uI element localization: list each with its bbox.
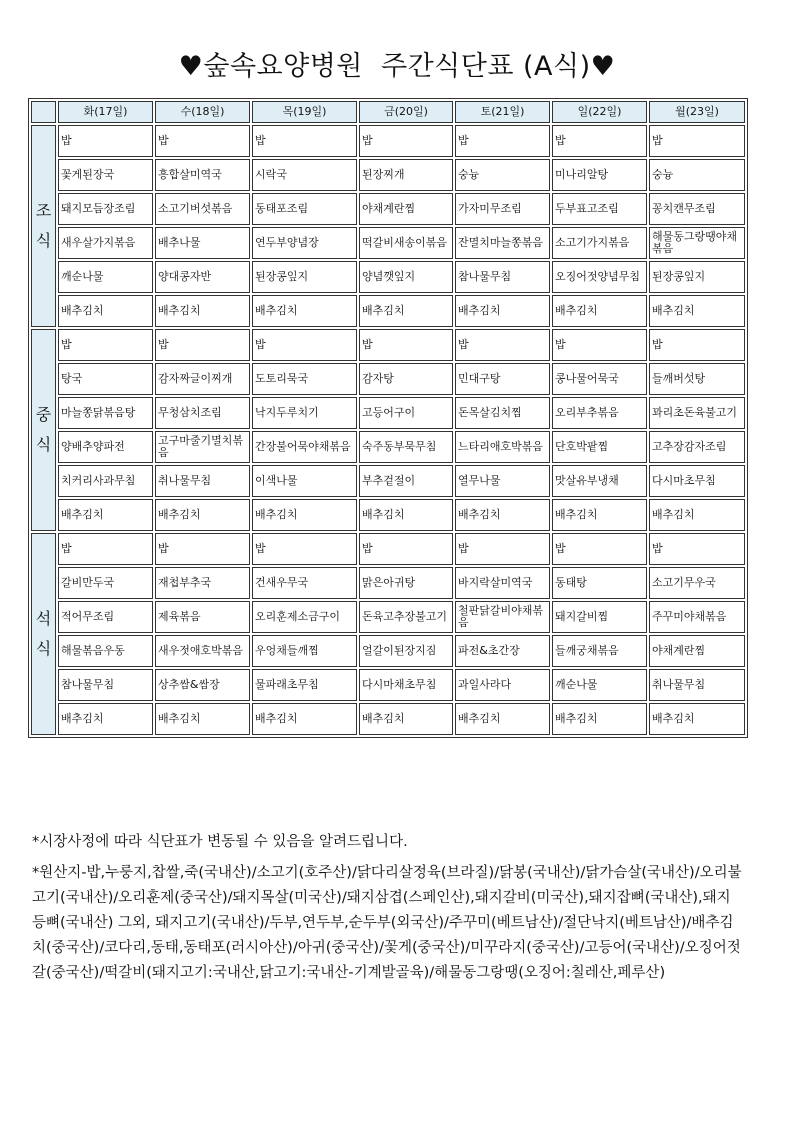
menu-cell: 주꾸미야채볶음 bbox=[649, 601, 745, 633]
menu-cell: 건새우무국 bbox=[252, 567, 357, 599]
meal-label-char: 식 bbox=[35, 231, 52, 250]
menu-cell: 양배추양파전 bbox=[58, 431, 153, 463]
menu-row bbox=[31, 125, 745, 157]
notes-market-notice: *시장사정에 따라 식단표가 변동될 수 있음을 알려드립니다. bbox=[32, 834, 408, 850]
menu-cell: 다시마초무침 bbox=[649, 465, 745, 497]
corner-cell bbox=[31, 101, 56, 123]
menu-cell: 밥 bbox=[252, 329, 357, 361]
menu-cell: 돼지갈비찜 bbox=[552, 601, 647, 633]
page-title: ♥숲속요양병원 주간식단표 (A식)♥ bbox=[178, 51, 616, 82]
menu-cell: 감자탕 bbox=[359, 363, 453, 395]
menu-row bbox=[31, 295, 745, 327]
menu-cell: 소고기버섯볶음 bbox=[155, 193, 250, 225]
menu-cell: 돼지모듬장조림 bbox=[58, 193, 153, 225]
menu-cell: 오리훈제소금구이 bbox=[252, 601, 357, 633]
menu-cell: 취나물무침 bbox=[155, 465, 250, 497]
menu-cell: 해물볶음우동 bbox=[58, 635, 153, 667]
menu-cell: 연두부양념장 bbox=[252, 227, 357, 259]
meal-label-char: 중 bbox=[35, 405, 52, 424]
menu-row bbox=[31, 431, 745, 463]
menu-row bbox=[31, 635, 745, 667]
menu-row bbox=[31, 227, 745, 259]
menu-cell: 양대콩자반 bbox=[155, 261, 250, 293]
menu-row bbox=[31, 533, 745, 565]
day-header: 수(18일) bbox=[155, 101, 250, 123]
menu-cell: 밥 bbox=[552, 533, 647, 565]
menu-cell: 야채계란찜 bbox=[649, 635, 745, 667]
menu-cell: 된장콩잎지 bbox=[649, 261, 745, 293]
menu-row bbox=[31, 465, 745, 497]
menu-cell: 참나물무침 bbox=[58, 669, 153, 701]
menu-cell: 밥 bbox=[455, 533, 550, 565]
menu-cell: 숭늉 bbox=[649, 159, 745, 191]
meal-label-char: 석 bbox=[35, 609, 52, 628]
menu-cell: 밥 bbox=[552, 329, 647, 361]
menu-cell: 밥 bbox=[649, 533, 745, 565]
menu-row bbox=[31, 567, 745, 599]
menu-row bbox=[31, 159, 745, 191]
menu-cell: 밥 bbox=[58, 533, 153, 565]
menu-cell: 제육볶음 bbox=[155, 601, 250, 633]
menu-cell: 상추쌈&쌈장 bbox=[155, 669, 250, 701]
menu-body bbox=[31, 125, 745, 735]
menu-cell: 잔멸치마늘쫑볶음 bbox=[455, 227, 550, 259]
menu-cell: 된장찌개 bbox=[359, 159, 453, 191]
menu-cell: 민대구탕 bbox=[455, 363, 550, 395]
menu-row bbox=[31, 499, 745, 531]
day-header-row bbox=[31, 101, 745, 123]
menu-cell: 배추김치 bbox=[155, 295, 250, 327]
menu-row bbox=[31, 601, 745, 633]
menu-cell: 배추김치 bbox=[252, 499, 357, 531]
menu-row bbox=[31, 397, 745, 429]
menu-cell: 배추김치 bbox=[552, 499, 647, 531]
meal-label-char: 식 bbox=[35, 435, 52, 454]
menu-cell: 치커리사과무침 bbox=[58, 465, 153, 497]
menu-cell: 새우살가지볶음 bbox=[58, 227, 153, 259]
meal-label-dinner bbox=[31, 533, 56, 735]
menu-cell: 다시마채초무침 bbox=[359, 669, 453, 701]
menu-cell: 시락국 bbox=[252, 159, 357, 191]
menu-cell: 해물동그랑땡야채볶음 bbox=[649, 227, 745, 259]
menu-cell: 밥 bbox=[252, 125, 357, 157]
weekly-menu-table bbox=[28, 98, 748, 738]
day-header: 목(19일) bbox=[252, 101, 357, 123]
menu-cell: 소고기무우국 bbox=[649, 567, 745, 599]
menu-cell: 밥 bbox=[359, 329, 453, 361]
menu-row bbox=[31, 363, 745, 395]
menu-cell: 배추김치 bbox=[455, 499, 550, 531]
menu-cell: 고추장감자조림 bbox=[649, 431, 745, 463]
menu-cell: 들깨궁채볶음 bbox=[552, 635, 647, 667]
menu-cell: 재첩부추국 bbox=[155, 567, 250, 599]
menu-cell: 새우젓애호박볶음 bbox=[155, 635, 250, 667]
menu-cell: 미나리알탕 bbox=[552, 159, 647, 191]
menu-cell: 맛살유부냉채 bbox=[552, 465, 647, 497]
menu-cell: 낙지두루치기 bbox=[252, 397, 357, 429]
day-header: 월(23일) bbox=[649, 101, 745, 123]
menu-cell: 들깨버섯탕 bbox=[649, 363, 745, 395]
menu-cell: 밥 bbox=[58, 329, 153, 361]
day-header: 금(20일) bbox=[359, 101, 453, 123]
menu-cell: 숙주동부묵무침 bbox=[359, 431, 453, 463]
menu-cell: 밥 bbox=[155, 533, 250, 565]
menu-cell: 깨순나물 bbox=[552, 669, 647, 701]
notes bbox=[32, 830, 744, 992]
menu-cell: 무청삼치조림 bbox=[155, 397, 250, 429]
menu-row bbox=[31, 329, 745, 361]
menu-cell: 과일사라다 bbox=[455, 669, 550, 701]
menu-cell: 배추김치 bbox=[359, 295, 453, 327]
menu-cell: 꽈리초돈육불고기 bbox=[649, 397, 745, 429]
menu-cell: 고구마줄기멸치볶음 bbox=[155, 431, 250, 463]
menu-cell: 동태탕 bbox=[552, 567, 647, 599]
menu-row bbox=[31, 703, 745, 735]
day-header: 토(21일) bbox=[455, 101, 550, 123]
menu-cell: 배추김치 bbox=[155, 499, 250, 531]
menu-cell: 오징어젓양념무침 bbox=[552, 261, 647, 293]
menu-row bbox=[31, 669, 745, 701]
menu-cell: 배추나물 bbox=[155, 227, 250, 259]
menu-cell: 흥합살미역국 bbox=[155, 159, 250, 191]
menu-cell: 간장불어묵야채볶음 bbox=[252, 431, 357, 463]
menu-cell: 배추김치 bbox=[58, 703, 153, 735]
menu-cell: 된장콩잎지 bbox=[252, 261, 357, 293]
menu-cell: 단호박팥찜 bbox=[552, 431, 647, 463]
menu-cell: 밥 bbox=[552, 125, 647, 157]
menu-cell: 깨순나물 bbox=[58, 261, 153, 293]
menu-cell: 참나물무침 bbox=[455, 261, 550, 293]
menu-cell: 돈목살김치찜 bbox=[455, 397, 550, 429]
menu-cell: 배추김치 bbox=[455, 295, 550, 327]
menu-cell: 우엉채들깨찜 bbox=[252, 635, 357, 667]
menu-cell: 맑은아귀탕 bbox=[359, 567, 453, 599]
menu-row bbox=[31, 193, 745, 225]
meal-label-lunch bbox=[31, 329, 56, 531]
meal-label-breakfast bbox=[31, 125, 56, 327]
menu-cell: 배추김치 bbox=[155, 703, 250, 735]
menu-cell: 취나물무침 bbox=[649, 669, 745, 701]
menu-cell: 바지락살미역국 bbox=[455, 567, 550, 599]
menu-cell: 배추김치 bbox=[649, 295, 745, 327]
menu-cell: 파전&초간장 bbox=[455, 635, 550, 667]
menu-cell: 밥 bbox=[359, 125, 453, 157]
menu-cell: 감자짜글이찌개 bbox=[155, 363, 250, 395]
menu-cell: 물파래초무침 bbox=[252, 669, 357, 701]
notes-origin-info: *원산지-밥,누룽지,찹쌀,죽(국내산)/소고기(호주산)/닭다리살정육(브라질)/닭봉(국내산)/닭가슴살(국내산)/오리불고기(국내산)/오리훈제(중국산)/돼지목살(미국산)/돼지삼겹(스페인산),돼지갈비(미국산),돼지잡뼈(국내산),돼지등뼈(국내산) 그외, 돼지고기(국내산)/두부,연두부,순두부(외국산)/주꾸미(베트남산)/절단낙지(베트남산)/배추김치(중국산)/코다리,동태,동태포(러시아산)/아귀(중국산)/꽃게(중국산)/미꾸라지(중국산)/고등어(국내산)/오징어젓갈(중국산)/떡갈비(돼지고기:국내산,닭고기:국내산-기계발골육)/해물동그랑땡(오징어:칠레산,페루산) bbox=[32, 865, 742, 981]
menu-cell: 꽁치캔무조림 bbox=[649, 193, 745, 225]
menu-cell: 콩나물어묵국 bbox=[552, 363, 647, 395]
menu-cell: 배추김치 bbox=[359, 499, 453, 531]
menu-cell: 배추김치 bbox=[58, 499, 153, 531]
day-header: 일(22일) bbox=[552, 101, 647, 123]
menu-cell: 배추김치 bbox=[552, 703, 647, 735]
menu-cell: 갈비만두국 bbox=[58, 567, 153, 599]
menu-cell: 마늘쫑닭볶음탕 bbox=[58, 397, 153, 429]
menu-cell: 배추김치 bbox=[455, 703, 550, 735]
menu-cell: 배추김치 bbox=[252, 703, 357, 735]
menu-cell: 두부표고조림 bbox=[552, 193, 647, 225]
menu-cell: 소고기가지볶음 bbox=[552, 227, 647, 259]
menu-cell: 밥 bbox=[649, 329, 745, 361]
menu-cell: 이색나물 bbox=[252, 465, 357, 497]
menu-cell: 밥 bbox=[58, 125, 153, 157]
menu-cell: 탕국 bbox=[58, 363, 153, 395]
menu-cell: 밥 bbox=[155, 125, 250, 157]
menu-cell: 배추김치 bbox=[252, 295, 357, 327]
menu-cell: 숭늉 bbox=[455, 159, 550, 191]
menu-cell: 밥 bbox=[155, 329, 250, 361]
menu-cell: 배추김치 bbox=[552, 295, 647, 327]
menu-cell: 느타리애호박볶음 bbox=[455, 431, 550, 463]
menu-cell: 가자미무조림 bbox=[455, 193, 550, 225]
menu-cell: 돈육고추장불고기 bbox=[359, 601, 453, 633]
menu-cell: 얼갈이된장지짐 bbox=[359, 635, 453, 667]
menu-cell: 밥 bbox=[455, 329, 550, 361]
menu-cell: 밥 bbox=[359, 533, 453, 565]
day-header: 화(17일) bbox=[58, 101, 153, 123]
menu-cell: 도토리묵국 bbox=[252, 363, 357, 395]
menu-cell: 떡갈비새송이볶음 bbox=[359, 227, 453, 259]
menu-cell: 배추김치 bbox=[359, 703, 453, 735]
meal-label-char: 식 bbox=[35, 639, 52, 658]
menu-cell: 밥 bbox=[455, 125, 550, 157]
menu-cell: 배추김치 bbox=[58, 295, 153, 327]
menu-cell: 적어무조림 bbox=[58, 601, 153, 633]
menu-cell: 야채계란찜 bbox=[359, 193, 453, 225]
menu-cell: 열무나물 bbox=[455, 465, 550, 497]
menu-cell: 배추김치 bbox=[649, 703, 745, 735]
menu-cell: 밥 bbox=[649, 125, 745, 157]
meal-label-char: 조 bbox=[35, 201, 52, 220]
menu-row bbox=[31, 261, 745, 293]
menu-cell: 동태포조림 bbox=[252, 193, 357, 225]
menu-cell: 양념깻잎지 bbox=[359, 261, 453, 293]
menu-cell: 꽃게된장국 bbox=[58, 159, 153, 191]
menu-cell: 부추겉절이 bbox=[359, 465, 453, 497]
menu-cell: 철판닭갈비야채볶음 bbox=[455, 601, 550, 633]
menu-cell: 배추김치 bbox=[649, 499, 745, 531]
menu-cell: 오리부추볶음 bbox=[552, 397, 647, 429]
menu-cell: 밥 bbox=[252, 533, 357, 565]
menu-cell: 고등어구이 bbox=[359, 397, 453, 429]
